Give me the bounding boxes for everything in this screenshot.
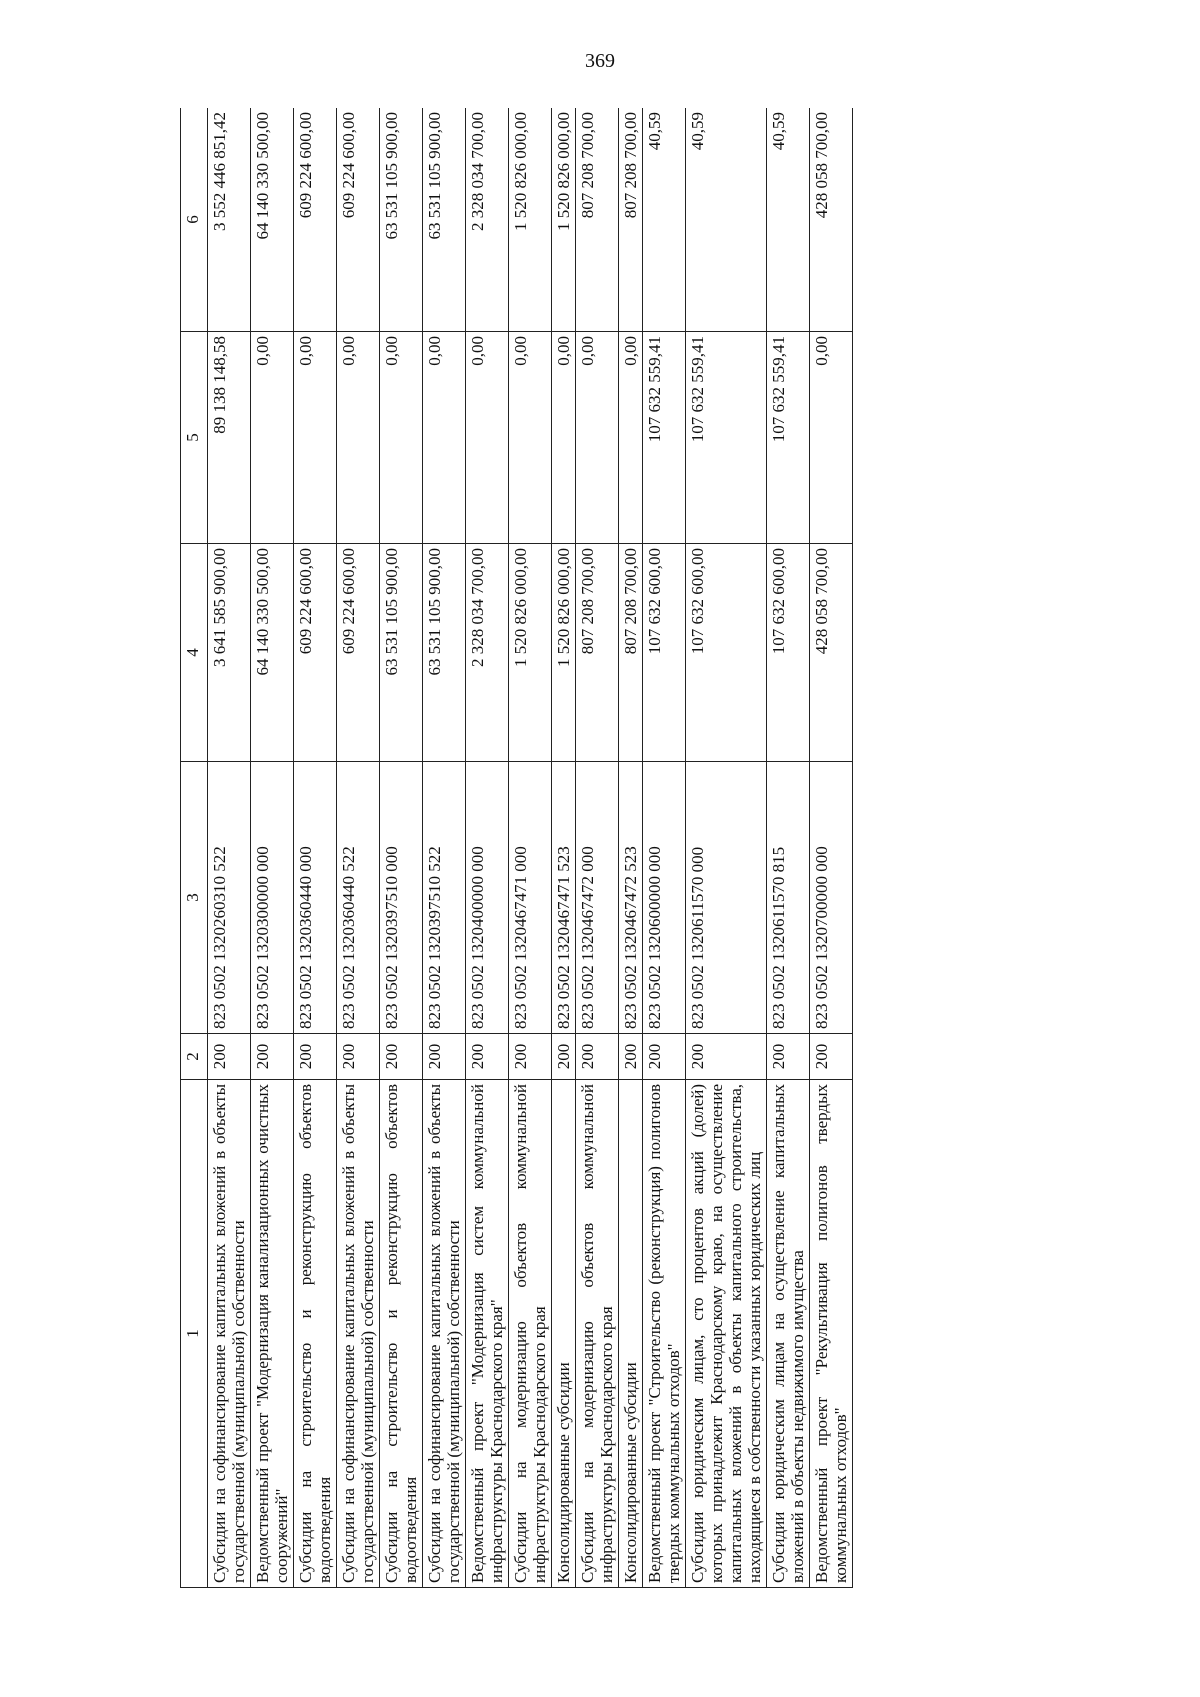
row-column-4-amount: 107 632 600,00 — [686, 544, 767, 762]
table-row — [294, 108, 337, 1588]
row-code-cell: 200 — [767, 1034, 810, 1080]
row-column-4-amount: 2 328 034 700,00 — [466, 544, 509, 762]
row-code-cell: 200 — [251, 1034, 294, 1080]
row-column-4-amount: 807 208 700,00 — [576, 544, 619, 762]
row-column-6-amount: 2 328 034 700,00 — [466, 108, 509, 332]
row-name-cell: Субсидии на софинансирование капитальных вложений в объекты государственной (муниципальной) собственности — [208, 1080, 251, 1588]
row-classification-code-cell: 823 0502 1320360440 000 — [294, 762, 337, 1034]
row-code-cell: 200 — [466, 1034, 509, 1080]
page-number: 369 — [585, 50, 615, 72]
row-column-6-amount: 428 058 700,00 — [810, 108, 853, 332]
row-column-6-amount: 807 208 700,00 — [576, 108, 619, 332]
row-column-4-amount: 64 140 330 500,00 — [251, 544, 294, 762]
row-code-cell: 200 — [810, 1034, 853, 1080]
row-column-4-amount: 1 520 826 000,00 — [509, 544, 552, 762]
row-column-4-amount: 609 224 600,00 — [294, 544, 337, 762]
table-body — [208, 108, 853, 1588]
row-column-5-amount: 0,00 — [552, 332, 576, 544]
row-column-6-amount: 3 552 446 851,42 — [208, 108, 251, 332]
row-column-6-amount: 1 520 826 000,00 — [509, 108, 552, 332]
row-classification-code-cell: 823 0502 1320400000 000 — [466, 762, 509, 1034]
row-code-cell: 200 — [294, 1034, 337, 1080]
row-code-cell: 200 — [643, 1034, 686, 1080]
row-column-6-amount: 1 520 826 000,00 — [552, 108, 576, 332]
row-name-cell: Субсидии юридическим лицам, сто процентов акций (долей) которых принадлежит Краснодарскому краю, на осуществление капитальных вложений в объекты капитального строительства, находящиеся в собственности указанных юридических лиц — [686, 1080, 767, 1588]
table-header-row — [181, 108, 208, 1588]
table-row — [619, 108, 643, 1588]
row-code-cell: 200 — [509, 1034, 552, 1080]
row-classification-code-cell: 823 0502 1320467472 523 — [619, 762, 643, 1034]
row-code-cell: 200 — [619, 1034, 643, 1080]
row-column-5-amount: 0,00 — [294, 332, 337, 544]
row-classification-code-cell: 823 0502 1320300000 000 — [251, 762, 294, 1034]
row-classification-code-cell: 823 0502 1320600000 000 — [643, 762, 686, 1034]
row-column-5-amount: 107 632 559,41 — [643, 332, 686, 544]
header-col-5: 5 — [181, 332, 208, 544]
row-name-cell: Консолидированные субсидии — [619, 1080, 643, 1588]
row-column-4-amount: 428 058 700,00 — [810, 544, 853, 762]
row-column-5-amount: 0,00 — [810, 332, 853, 544]
table-row — [509, 108, 552, 1588]
row-code-cell: 200 — [337, 1034, 380, 1080]
row-classification-code-cell: 823 0502 1320467472 000 — [576, 762, 619, 1034]
row-column-5-amount: 0,00 — [466, 332, 509, 544]
row-code-cell: 200 — [686, 1034, 767, 1080]
table-row — [767, 108, 810, 1588]
rotated-table-container — [180, 108, 1060, 1588]
row-column-6-amount: 40,59 — [643, 108, 686, 332]
row-name-cell: Ведомственный проект "Модернизация канализационных очистных сооружений" — [251, 1080, 294, 1588]
header-col-4: 4 — [181, 544, 208, 762]
row-classification-code-cell: 823 0502 1320397510 522 — [423, 762, 466, 1034]
row-classification-code-cell: 823 0502 1320467471 523 — [552, 762, 576, 1034]
row-column-5-amount: 0,00 — [380, 332, 423, 544]
row-column-6-amount: 609 224 600,00 — [337, 108, 380, 332]
table-row — [810, 108, 853, 1588]
table-row — [380, 108, 423, 1588]
row-column-5-amount: 107 632 559,41 — [767, 332, 810, 544]
row-column-5-amount: 107 632 559,41 — [686, 332, 767, 544]
row-column-6-amount: 609 224 600,00 — [294, 108, 337, 332]
budget-table — [180, 108, 853, 1588]
header-col-3: 3 — [181, 762, 208, 1034]
row-name-cell: Субсидии на строительство и реконструкцию объектов водоотведения — [294, 1080, 337, 1588]
rotated-page-content — [180, 108, 1060, 1588]
row-name-cell: Ведомственный проект "Строительство (реконструкция) полигонов твердых коммунальных отходов" — [643, 1080, 686, 1588]
row-column-4-amount: 609 224 600,00 — [337, 544, 380, 762]
row-classification-code-cell: 823 0502 1320611570 815 — [767, 762, 810, 1034]
row-column-6-amount: 807 208 700,00 — [619, 108, 643, 332]
table-row — [643, 108, 686, 1588]
row-code-cell: 200 — [552, 1034, 576, 1080]
row-classification-code-cell: 823 0502 1320467471 000 — [509, 762, 552, 1034]
header-col-1: 1 — [181, 1080, 208, 1588]
row-column-6-amount: 63 531 105 900,00 — [423, 108, 466, 332]
header-col-6: 6 — [181, 108, 208, 332]
row-name-cell: Субсидии на модернизацию объектов коммунальной инфраструктуры Краснодарского края — [576, 1080, 619, 1588]
row-column-4-amount: 3 641 585 900,00 — [208, 544, 251, 762]
table-row — [686, 108, 767, 1588]
row-classification-code-cell: 823 0502 1320611570 000 — [686, 762, 767, 1034]
row-code-cell: 200 — [208, 1034, 251, 1080]
row-code-cell: 200 — [576, 1034, 619, 1080]
row-column-4-amount: 63 531 105 900,00 — [380, 544, 423, 762]
row-name-cell: Субсидии на строительство и реконструкцию объектов водоотведения — [380, 1080, 423, 1588]
table-row — [423, 108, 466, 1588]
row-column-4-amount: 63 531 105 900,00 — [423, 544, 466, 762]
row-column-5-amount: 0,00 — [423, 332, 466, 544]
row-classification-code-cell: 823 0502 1320360440 522 — [337, 762, 380, 1034]
row-column-5-amount: 0,00 — [619, 332, 643, 544]
table-row — [337, 108, 380, 1588]
row-name-cell: Субсидии на софинансирование капитальных вложений в объекты государственной (муниципальной) собственности — [423, 1080, 466, 1588]
row-column-5-amount: 89 138 148,58 — [208, 332, 251, 544]
row-column-5-amount: 0,00 — [251, 332, 294, 544]
row-column-6-amount: 64 140 330 500,00 — [251, 108, 294, 332]
row-column-6-amount: 40,59 — [686, 108, 767, 332]
table-row — [552, 108, 576, 1588]
row-column-4-amount: 1 520 826 000,00 — [552, 544, 576, 762]
table-row — [576, 108, 619, 1588]
row-column-4-amount: 107 632 600,00 — [643, 544, 686, 762]
row-code-cell: 200 — [380, 1034, 423, 1080]
row-column-6-amount: 63 531 105 900,00 — [380, 108, 423, 332]
row-name-cell: Субсидии на софинансирование капитальных вложений в объекты государственной (муниципальной) собственности — [337, 1080, 380, 1588]
table-row — [251, 108, 294, 1588]
row-name-cell: Ведомственный проект "Модернизация систем коммунальной инфраструктуры Краснодарского края" — [466, 1080, 509, 1588]
row-name-cell: Консолидированные субсидии — [552, 1080, 576, 1588]
row-column-5-amount: 0,00 — [576, 332, 619, 544]
row-column-6-amount: 40,59 — [767, 108, 810, 332]
row-name-cell: Ведомственный проект "Рекультивация полигонов твердых коммунальных отходов" — [810, 1080, 853, 1588]
row-name-cell: Субсидии юридическим лицам на осуществление капитальных вложений в объекты недвижимого имущества — [767, 1080, 810, 1588]
row-column-5-amount: 0,00 — [337, 332, 380, 544]
table-row — [208, 108, 251, 1588]
row-classification-code-cell: 823 0502 1320260310 522 — [208, 762, 251, 1034]
row-column-4-amount: 107 632 600,00 — [767, 544, 810, 762]
row-column-5-amount: 0,00 — [509, 332, 552, 544]
header-col-2: 2 — [181, 1034, 208, 1080]
table-row — [466, 108, 509, 1588]
row-classification-code-cell: 823 0502 1320397510 000 — [380, 762, 423, 1034]
row-code-cell: 200 — [423, 1034, 466, 1080]
row-column-4-amount: 807 208 700,00 — [619, 544, 643, 762]
row-classification-code-cell: 823 0502 1320700000 000 — [810, 762, 853, 1034]
row-name-cell: Субсидии на модернизацию объектов коммунальной инфраструктуры Краснодарского края — [509, 1080, 552, 1588]
